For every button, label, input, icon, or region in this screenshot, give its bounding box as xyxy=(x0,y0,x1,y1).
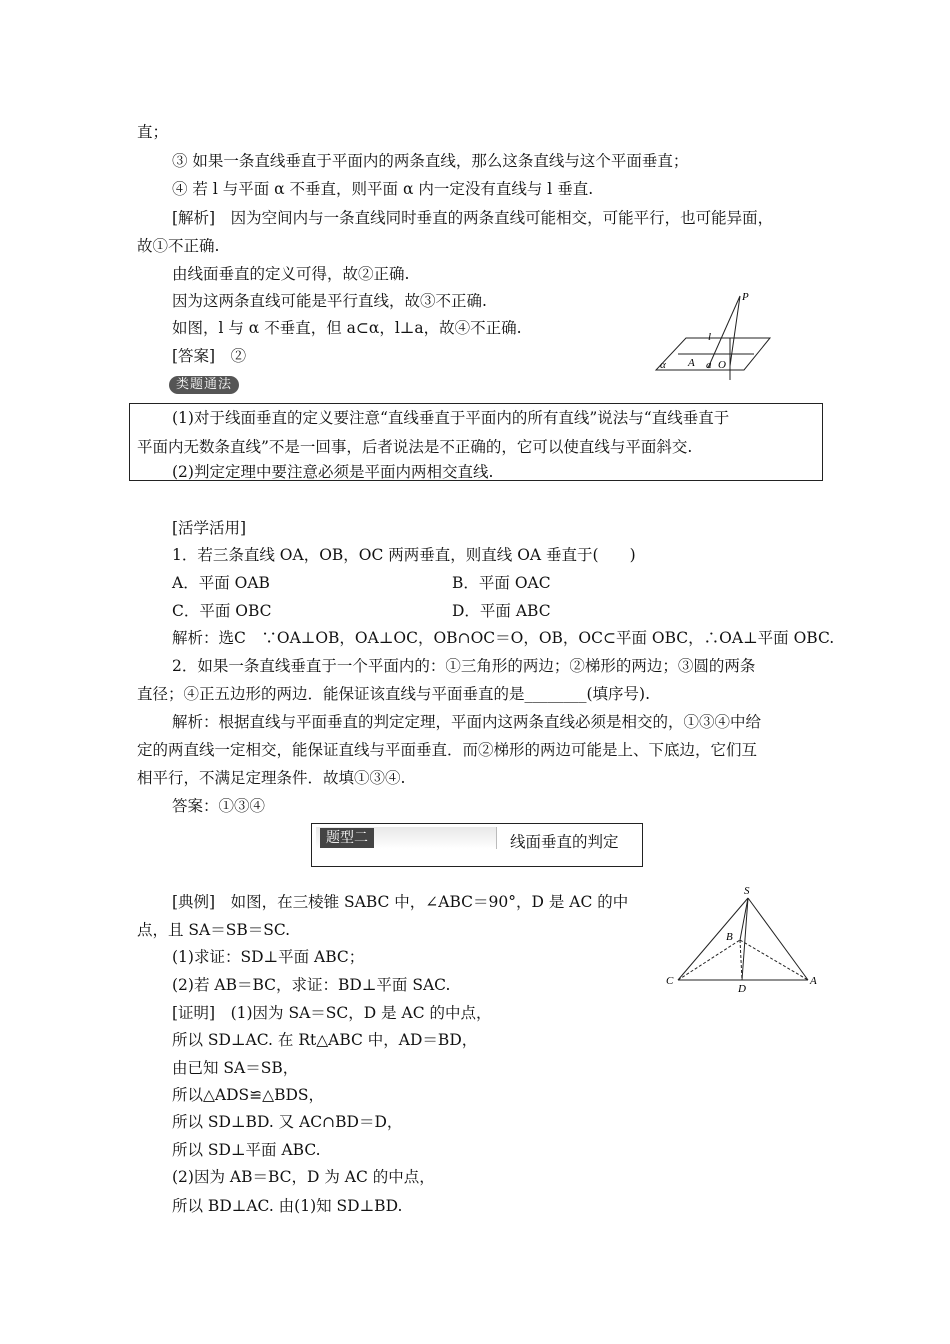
section-header xyxy=(311,823,643,867)
edge-sa xyxy=(748,898,808,980)
text-line: [证明] (1)因为 SA＝SC，D 是 AC 的中点， xyxy=(172,1004,492,1022)
text-line: 2．如果一条直线垂直于一个平面内的：①三角形的两边；②梯形的两边；③圆的两条 xyxy=(172,657,756,675)
text-line: [活学活用] xyxy=(172,519,247,537)
text-line: [典例] 如图，在三棱锥 SABC 中，∠ABC＝90°，D 是 AC 的中 xyxy=(172,893,629,911)
text-line: 定的两直线一定相交，能保证直线与平面垂直．而②梯形的两边可能是上、下底边，它们互 xyxy=(137,741,758,759)
option-a: A．平面 OAB xyxy=(172,574,270,592)
text-line: 直； xyxy=(137,123,169,141)
edge-sd xyxy=(742,898,748,980)
label-a-point: A xyxy=(688,357,695,369)
label-s: S xyxy=(744,885,750,897)
text-line: 解析：根据直线与平面垂直的判定定理，平面内这两条直线必须是相交的，①③④中给 xyxy=(172,713,762,731)
plane-line-figure xyxy=(652,288,772,383)
edge-ba xyxy=(740,940,808,980)
text-line: 因为这两条直线可能是平行直线，故③不正确. xyxy=(172,292,487,310)
edge-cb xyxy=(678,940,740,980)
text-line: (1)求证：SD⊥平面 ABC； xyxy=(172,948,365,966)
label-o: O xyxy=(718,359,726,371)
text-line: (1)对于线面垂直的定义要注意“直线垂直于平面内的所有直线”说法与“直线垂直于 xyxy=(172,409,730,427)
label-alpha: α xyxy=(660,359,666,371)
label-b: B xyxy=(726,931,733,943)
text-line: 如图，l 与 α 不垂直，但 a⊂α，l⊥a，故④不正确. xyxy=(172,319,522,337)
text-line: 所以 BD⊥AC. 由(1)知 SD⊥BD. xyxy=(172,1197,403,1215)
option-d: D．平面 ABC xyxy=(452,602,551,620)
option-b: B．平面 OAC xyxy=(452,574,551,592)
text-line: 答案：①③④ xyxy=(172,797,266,815)
label-c: C xyxy=(666,975,674,987)
edge-sc xyxy=(678,898,748,980)
label-p: P xyxy=(742,291,749,303)
label-a: A xyxy=(810,975,817,987)
pyramid-figure xyxy=(660,880,830,995)
text-line: 相平行，不满足定理条件．故填①③④. xyxy=(137,769,406,787)
text-line: 所以 SD⊥平面 ABC. xyxy=(172,1141,321,1159)
text-line: (2)判定定理中要注意必须是平面内两相交直线. xyxy=(172,463,494,481)
text-line: [解析] 因为空间内与一条直线同时垂直的两条直线可能相交，可能平行，也可能异面， xyxy=(172,209,774,227)
section-title: 线面垂直的判定 xyxy=(510,833,619,851)
text-line: 所以 SD⊥BD. 又 AC∩BD＝D， xyxy=(172,1113,403,1131)
text-line: 所以△ADS≌△BDS， xyxy=(172,1086,325,1104)
text-line: 所以 SD⊥AC. 在 Rt△ABC 中，AD＝BD， xyxy=(172,1031,478,1049)
text-line: 由线面垂直的定义可得，故②正确. xyxy=(172,265,410,283)
section-label-bar xyxy=(316,827,497,849)
option-c: C．平面 OBC xyxy=(172,602,272,620)
text-line: 由已知 SA＝SB， xyxy=(172,1059,299,1077)
text-line: (2)若 AB＝BC，求证：BD⊥平面 SAC. xyxy=(172,976,451,994)
summary-tag: 类题通法 xyxy=(169,376,239,394)
text-line: 直径；④正五边形的两边．能保证该直线与平面垂直的是________(填序号). xyxy=(137,685,651,703)
label-d: D xyxy=(738,983,746,995)
text-line: ④ 若 l 与平面 α 不垂直，则平面 α 内一定没有直线与 l 垂直. xyxy=(172,180,594,198)
section-label: 题型二 xyxy=(320,828,374,848)
text-line: [答案] ② xyxy=(172,347,247,365)
label-a-line: a xyxy=(706,359,712,371)
text-line: 1．若三条直线 OA，OB，OC 两两垂直，则直线 OA 垂直于( ) xyxy=(172,546,636,564)
edge-bd xyxy=(740,940,742,980)
text-line: 点，且 SA＝SB＝SC. xyxy=(137,921,291,939)
text-line: 解析：选C ∵OA⊥OB，OA⊥OC，OB∩OC＝O，OB，OC⊂平面 OBC，∴OA⊥平面 OBC. xyxy=(172,629,835,647)
text-line: (2)因为 AB＝BC，D 为 AC 的中点， xyxy=(172,1168,435,1186)
label-l: l xyxy=(708,331,712,343)
text-line: 故①不正确. xyxy=(137,237,220,255)
text-line: ③ 如果一条直线垂直于平面内的两条直线，那么这条直线与这个平面垂直； xyxy=(172,152,689,170)
text-line: 平面内无数条直线”不是一回事，后者说法是不正确的，它可以使直线与平面斜交. xyxy=(137,438,693,456)
